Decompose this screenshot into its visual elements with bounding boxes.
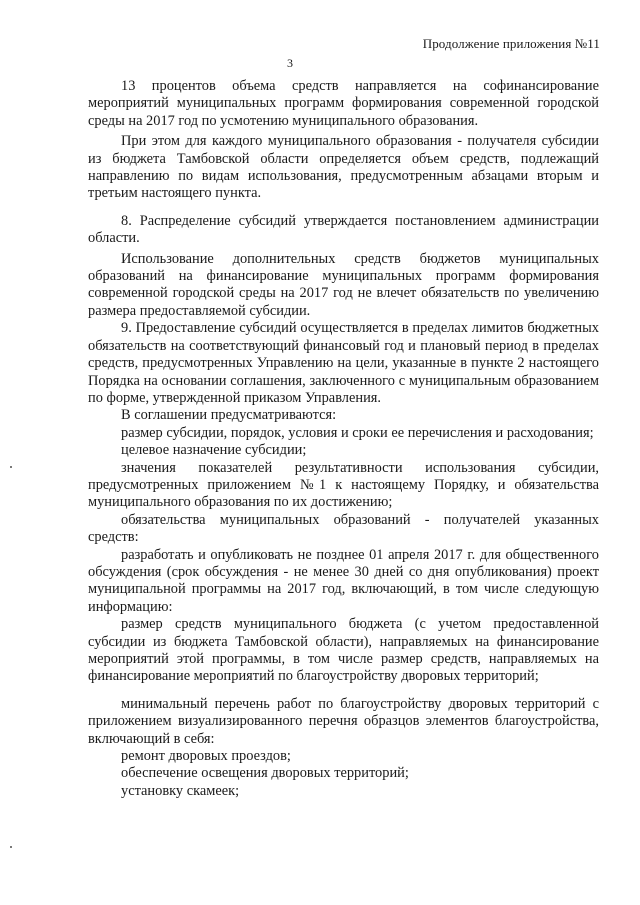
paragraph-3: 8. Распределение субсидий утверждается постановлением администрации области. bbox=[88, 212, 599, 247]
paragraph-16: установку скамеек; bbox=[121, 782, 240, 799]
paragraph-10: обязательства муниципальных образований - получателей указанных средств: bbox=[88, 511, 599, 546]
paragraph-14: ремонт дворовых проездов; bbox=[121, 748, 291, 765]
paragraph-12: размер средств муниципального бюджета (с учетом предоставленной субсидии из бюджета Тамбовской области), направляемых на финансирование мероприятий этой программы, в том числе размер средств, направляемых на финансирование мероприятий по благоустройству дворовых территорий; bbox=[88, 616, 599, 685]
scan-mark bbox=[10, 466, 12, 468]
paragraph-4: Использование дополнительных средств бюджетов муниципальных образований на финансирование муниципальных программ формирования современной городской среды на 2017 год не влечет обязательств по увеличению размера предоставляемой субсидии. bbox=[88, 250, 599, 319]
paragraph-13: минимальный перечень работ по благоустройству дворовых территорий с приложением визуализированного перечня образцов элементов благоустройства, включающий в себя: bbox=[88, 695, 599, 747]
paragraph-5: 9. Предоставление субсидий осуществляется в пределах лимитов бюджетных обязательств на соответствующий финансовый год и плановый период в пределах средств, предусмотренных Управлению на цели, указанные в пункте 2 настоящего Порядка на основании соглашения, заключенного с муниципальным образованием по форме, утвержденной приказом Управления. bbox=[88, 320, 599, 406]
paragraph-1: 13 процентов объема средств направляется на софинансирование мероприятий муниципальных программ формирования современной городской среды на 2017 год по усмотению муниципального образования. bbox=[88, 78, 599, 129]
page-number: 3 bbox=[287, 56, 293, 70]
paragraph-11: разработать и опубликовать не позднее 01 апреля 2017 г. для общественного обсуждения (срок обсуждения - не менее 30 дней со дня опубликования) проект муниципальной программы на 2017 год, включающий, в том числе следующую информацию: bbox=[88, 546, 599, 615]
paragraph-6: В соглашении предусматриваются: bbox=[121, 407, 337, 424]
scan-mark bbox=[10, 846, 12, 848]
paragraph-8: целевое назначение субсидии; bbox=[121, 442, 307, 459]
document-body bbox=[88, 78, 599, 800]
paragraph-9: значения показателей результативности использования субсидии, предусмотренных приложением №1 к настоящему Порядку, и обязательства муниципального образования по их достижению; bbox=[88, 459, 599, 511]
paragraph-7: размер субсидии, порядок, условия и сроки ее перечисления и расходования; bbox=[121, 424, 594, 441]
paragraph-2: При этом для каждого муниципального образования - получателя субсидии из бюджета Тамбовской области определяется объем средств, подлежащий направлению по видам использования, предусмотренным абзацами вторым и третьим настоящего пункта. bbox=[88, 133, 599, 202]
paragraph-15: обеспечение освещения дворовых территорий; bbox=[121, 765, 409, 782]
continuation-header: Продолжение приложения №11 bbox=[422, 36, 600, 51]
